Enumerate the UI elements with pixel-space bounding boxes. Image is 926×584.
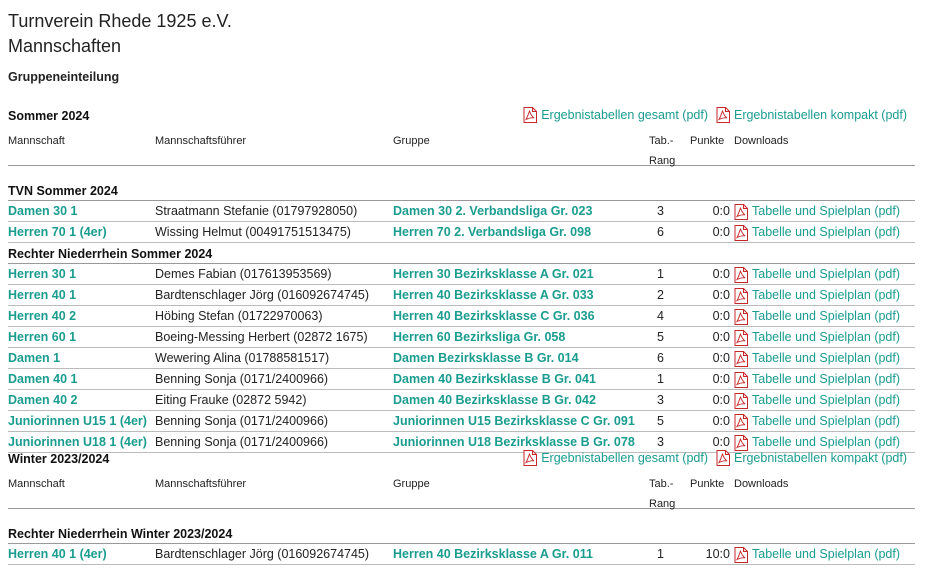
pdf-file-icon	[734, 372, 748, 388]
table-row	[8, 285, 915, 306]
group-heading	[8, 523, 915, 544]
table-row	[8, 411, 915, 432]
group-link[interactable]: Herren 30 Bezirksklasse A Gr. 021	[393, 267, 594, 281]
results-compact-pdf-link-label: Ergebnistabellen kompakt (pdf)	[733, 108, 907, 122]
download-cell	[734, 224, 900, 241]
download-cell	[734, 413, 900, 430]
schedule-pdf-link-label: Tabelle und Spielplan (pdf)	[752, 414, 901, 428]
schedule-pdf-link-label: Tabelle und Spielplan (pdf)	[752, 309, 901, 323]
team-link[interactable]: Herren 40 2	[8, 309, 77, 323]
points: 0:0	[712, 309, 730, 323]
results-full-pdf-link[interactable]	[523, 107, 708, 123]
table-row	[8, 222, 915, 243]
table-rank: 1	[657, 372, 664, 386]
season-links	[523, 450, 907, 466]
schedule-pdf-link-label: Tabelle und Spielplan (pdf)	[752, 547, 901, 561]
captain-name: Benning Sonja (0171/2400966)	[155, 414, 329, 428]
group-heading	[8, 180, 915, 201]
captain-name: Eiting Frauke (02872 5942)	[155, 393, 307, 407]
group-link[interactable]: Damen Bezirksklasse B Gr. 014	[393, 351, 579, 365]
results-compact-pdf-link[interactable]	[716, 107, 907, 123]
group-link[interactable]: Herren 60 Bezirksliga Gr. 058	[393, 330, 566, 344]
schedule-pdf-link[interactable]	[734, 266, 900, 283]
team-link[interactable]: Herren 70 1 (4er)	[8, 225, 107, 239]
captain-name: Benning Sonja (0171/2400966)	[155, 372, 329, 386]
group-name: Rechter Niederrhein Sommer 2024	[8, 247, 213, 261]
group-link[interactable]: Juniorinnen U18 Bezirksklasse B Gr. 078	[393, 435, 635, 449]
page-title: Mannschaften	[8, 36, 122, 56]
points: 0:0	[712, 288, 730, 302]
season-title: Winter 2023/2024	[8, 452, 110, 466]
pdf-file-icon	[734, 351, 748, 367]
col-points: Punkte	[690, 135, 725, 147]
schedule-pdf-link-label: Tabelle und Spielplan (pdf)	[752, 351, 901, 365]
pdf-file-icon	[734, 225, 748, 241]
table-rank: 4	[657, 309, 664, 323]
group-link[interactable]: Herren 40 Bezirksklasse A Gr. 033	[393, 288, 594, 302]
schedule-pdf-link[interactable]	[734, 392, 900, 409]
col-team: Mannschaft	[8, 478, 65, 490]
results-full-pdf-link-label: Ergebnistabellen gesamt (pdf)	[541, 108, 708, 122]
pdf-file-icon	[734, 414, 748, 430]
col-group: Gruppe	[393, 135, 430, 147]
captain-name: Demes Fabian (017613953569)	[155, 267, 332, 281]
col-downloads: Downloads	[734, 478, 789, 490]
table-rank: 3	[657, 393, 664, 407]
table-rank: 6	[657, 351, 664, 365]
col-group: Gruppe	[393, 478, 430, 490]
group-name: Rechter Niederrhein Winter 2023/2024	[8, 527, 233, 541]
download-cell	[734, 287, 900, 304]
table-rank: 3	[657, 435, 664, 449]
schedule-pdf-link-label: Tabelle und Spielplan (pdf)	[752, 372, 901, 386]
points: 0:0	[712, 435, 730, 449]
schedule-pdf-link-label: Tabelle und Spielplan (pdf)	[752, 435, 901, 449]
points: 0:0	[712, 330, 730, 344]
schedule-pdf-link[interactable]	[734, 329, 900, 346]
pdf-file-icon	[734, 309, 748, 325]
team-link[interactable]: Juniorinnen U15 1 (4er)	[8, 414, 147, 428]
season-title-row	[8, 104, 915, 128]
col-rank-line1: Tab.-	[649, 478, 674, 490]
team-link[interactable]: Herren 40 1 (4er)	[8, 547, 107, 561]
group-link[interactable]: Juniorinnen U15 Bezirksklasse C Gr. 091	[393, 414, 635, 428]
team-link[interactable]: Herren 40 1	[8, 288, 77, 302]
group-link[interactable]: Herren 40 Bezirksklasse A Gr. 011	[393, 547, 593, 561]
table-rank: 1	[657, 547, 664, 561]
team-link[interactable]: Herren 30 1	[8, 267, 77, 281]
download-cell	[734, 371, 900, 388]
table-row	[8, 201, 915, 222]
table-rank: 5	[657, 330, 664, 344]
download-cell	[734, 392, 900, 409]
table-rank: 1	[657, 267, 664, 281]
results-full-pdf-link-label: Ergebnistabellen gesamt (pdf)	[541, 451, 708, 465]
season-title: Sommer 2024	[8, 109, 90, 123]
schedule-pdf-link[interactable]	[734, 371, 900, 388]
pdf-file-icon	[716, 107, 730, 123]
pdf-file-icon	[734, 330, 748, 346]
download-cell	[734, 266, 900, 283]
table-row	[8, 348, 915, 369]
table-rank: 3	[657, 204, 664, 218]
table-row	[8, 306, 915, 327]
team-link[interactable]: Damen 40 1	[8, 372, 78, 386]
schedule-pdf-link[interactable]	[734, 308, 900, 325]
col-captain: Mannschaftsführer	[155, 478, 247, 490]
club-name: Turnverein Rhede 1925 e.V.	[8, 11, 232, 31]
points: 10:0	[705, 547, 730, 561]
col-team: Mannschaft	[8, 135, 65, 147]
schedule-pdf-link[interactable]	[734, 287, 900, 304]
pdf-file-icon	[734, 267, 748, 283]
points: 0:0	[712, 351, 730, 365]
points: 0:0	[712, 414, 730, 428]
captain-name: Wissing Helmut (00491751513475)	[155, 225, 351, 239]
download-cell	[734, 350, 900, 367]
captain-name: Höbing Stefan (01722970063)	[155, 309, 323, 323]
col-rank-line2: Rang	[649, 155, 676, 167]
results-full-pdf-link[interactable]	[523, 450, 708, 466]
table-row	[8, 544, 915, 565]
col-points: Punkte	[690, 478, 725, 490]
table-rank: 6	[657, 225, 664, 239]
points: 0:0	[712, 393, 730, 407]
download-cell	[734, 308, 900, 325]
schedule-pdf-link-label: Tabelle und Spielplan (pdf)	[752, 288, 901, 302]
pdf-file-icon	[523, 107, 537, 123]
points: 0:0	[712, 372, 730, 386]
season-block	[8, 104, 915, 453]
table-rank: 5	[657, 414, 664, 428]
schedule-pdf-link-label: Tabelle und Spielplan (pdf)	[752, 393, 901, 407]
captain-name: Wewering Alina (01788581517)	[155, 351, 330, 365]
pdf-file-icon	[734, 547, 748, 563]
pdf-file-icon	[734, 288, 748, 304]
group-link[interactable]: Herren 70 2. Verbandsliga Gr. 098	[393, 225, 592, 239]
schedule-pdf-link-label: Tabelle und Spielplan (pdf)	[752, 267, 901, 281]
pdf-file-icon	[734, 204, 748, 220]
table-header	[8, 128, 915, 166]
points: 0:0	[712, 225, 730, 239]
results-compact-pdf-link-label: Ergebnistabellen kompakt (pdf)	[733, 451, 907, 465]
header-spacer	[8, 166, 915, 180]
points: 0:0	[712, 267, 730, 281]
pdf-file-icon	[716, 450, 730, 466]
team-link[interactable]: Damen 30 1	[8, 204, 78, 218]
captain-name: Bardtenschlager Jörg (016092674745)	[155, 547, 370, 561]
team-link[interactable]: Damen 40 2	[8, 393, 78, 407]
captain-name: Benning Sonja (0171/2400966)	[155, 435, 329, 449]
group-link[interactable]: Herren 40 Bezirksklasse C Gr. 036	[393, 309, 595, 323]
section-heading: Gruppeneinteilung	[8, 70, 120, 84]
group-link[interactable]: Damen 40 Bezirksklasse B Gr. 042	[393, 393, 596, 407]
season-title-row	[8, 447, 915, 471]
captain-name: Straatmann Stefanie (01797928050)	[155, 204, 358, 218]
schedule-pdf-link[interactable]	[734, 224, 900, 241]
header-spacer	[8, 509, 915, 523]
col-rank-line1: Tab.-	[649, 135, 674, 147]
group-heading	[8, 243, 915, 264]
table-row	[8, 264, 915, 285]
captain-name: Bardtenschlager Jörg (016092674745)	[155, 288, 370, 302]
schedule-pdf-link-label: Tabelle und Spielplan (pdf)	[752, 225, 901, 239]
schedule-pdf-link[interactable]	[734, 203, 900, 220]
schedule-pdf-link-label: Tabelle und Spielplan (pdf)	[752, 204, 901, 218]
season-block	[8, 447, 915, 565]
table-row	[8, 369, 915, 390]
team-link[interactable]: Damen 1	[8, 351, 61, 365]
download-cell	[734, 329, 900, 346]
group-link[interactable]: Damen 40 Bezirksklasse B Gr. 041	[393, 372, 596, 386]
table-row	[8, 390, 915, 411]
team-link[interactable]: Juniorinnen U18 1 (4er)	[8, 435, 147, 449]
table-row	[8, 327, 915, 348]
download-cell	[734, 546, 900, 563]
captain-name: Boeing-Messing Herbert (02872 1675)	[155, 330, 368, 344]
col-rank-line2: Rang	[649, 498, 676, 510]
table-rank: 2	[657, 288, 664, 302]
table-header	[8, 471, 915, 509]
results-compact-pdf-link[interactable]	[716, 450, 907, 466]
col-downloads: Downloads	[734, 135, 789, 147]
group-name: TVN Sommer 2024	[8, 184, 118, 198]
group-link[interactable]: Damen 30 2. Verbandsliga Gr. 023	[393, 204, 593, 218]
schedule-pdf-link[interactable]	[734, 546, 900, 563]
schedule-pdf-link[interactable]	[734, 413, 900, 430]
points: 0:0	[712, 204, 730, 218]
schedule-pdf-link[interactable]	[734, 350, 900, 367]
download-cell	[734, 203, 900, 220]
col-captain: Mannschaftsführer	[155, 135, 247, 147]
season-links	[523, 107, 907, 123]
pdf-file-icon	[734, 393, 748, 409]
pdf-file-icon	[523, 450, 537, 466]
team-link[interactable]: Herren 60 1	[8, 330, 77, 344]
schedule-pdf-link-label: Tabelle und Spielplan (pdf)	[752, 330, 901, 344]
